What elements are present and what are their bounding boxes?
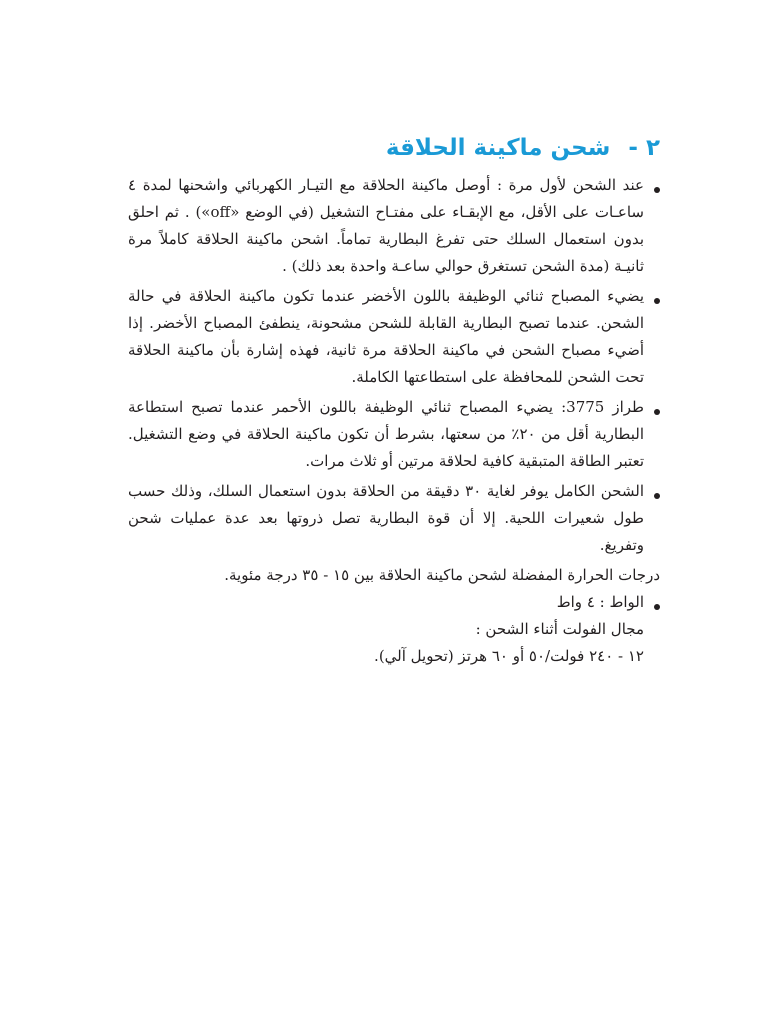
list-item [128, 283, 660, 391]
green-lamp-text: يضيء المصباح ثنائي الوظيفة باللون الأخضر عندما تكون ماكينة الحلاقة في حالة الشحن. عندما تصبح البطارية القابلة للشحن مشحونة، ينطفئ المصباح الأخضر. إذا أضيء مصباح الشحن في ماكينة الحلاقة مرة ثانية، فهذه إشارة بأن ماكينة الحلاقة تحت الشحن للمحافظة على استطاعتها الكاملة. [128, 287, 644, 386]
full-charge-text: الشحن الكامل يوفر لغاية ٣٠ دقيقة من الحلاقة بدون استعمال السلك، وذلك حسب طول شعيرات اللحية. إلا أن قوة البطارية تصل ذروتها بعد عدة عمليات شحن وتفريغ. [128, 482, 644, 554]
bullet-dot-icon [654, 409, 660, 415]
red-lamp-text: طراز 3775: يضيء المصباح ثنائي الوظيفة باللون الأحمر عندما تصبح استطاعة البطارية أقل من ٢٠٪ من سعتها، بشرط أن تكون ماكينة الحلاقة في وضع التشغيل. تعتبر الطاقة المتبقية كافية لحلاقة مرتين أو ثلاث مرات. [128, 398, 644, 470]
section-title-text: شحن ماكينة الحلاقة [385, 135, 611, 161]
charging-section [128, 128, 660, 670]
wattage-text: الواط : ٤ واط [556, 593, 644, 611]
section-title [128, 128, 660, 168]
temperature-text: درجات الحرارة المفضلة لشحن ماكينة الحلاقة بين ١٥ - ٣٥ درجة مئوية. [224, 566, 660, 584]
list-item [128, 478, 660, 559]
bullet-dot-icon [654, 604, 660, 610]
section-number: ٢ - [628, 135, 660, 161]
instructions-list [128, 172, 660, 559]
voltage-label: مجال الفولت أثناء الشحن : [475, 620, 644, 638]
voltage-value: ١٢ - ٢٤٠ فولت/٥٠ أو ٦٠ هرتز (تحويل آلي). [374, 647, 644, 665]
first-charge-text: عند الشحن لأول مرة : أوصل ماكينة الحلاقة مع التيـار الكهربائي واشحنها لمدة ٤ ساعـات على الأقل، مع الإبقـاء على مفتـاح التشغيل (في الوضع «off») . ثم احلق بدون استعمال السلك حتى تفرغ البطارية تماماً. اشحن ماكينة الحلاقة كاملاً مرة ثانيـة (مدة الشحن تستغرق حوالي ساعـة واحدة بعد ذلك) . [128, 176, 645, 275]
bullet-dot-icon [654, 298, 660, 304]
list-item [128, 589, 660, 670]
bullet-dot-icon [654, 493, 660, 499]
bullet-dot-icon [654, 187, 660, 193]
list-item [128, 394, 660, 475]
list-item [128, 172, 660, 280]
